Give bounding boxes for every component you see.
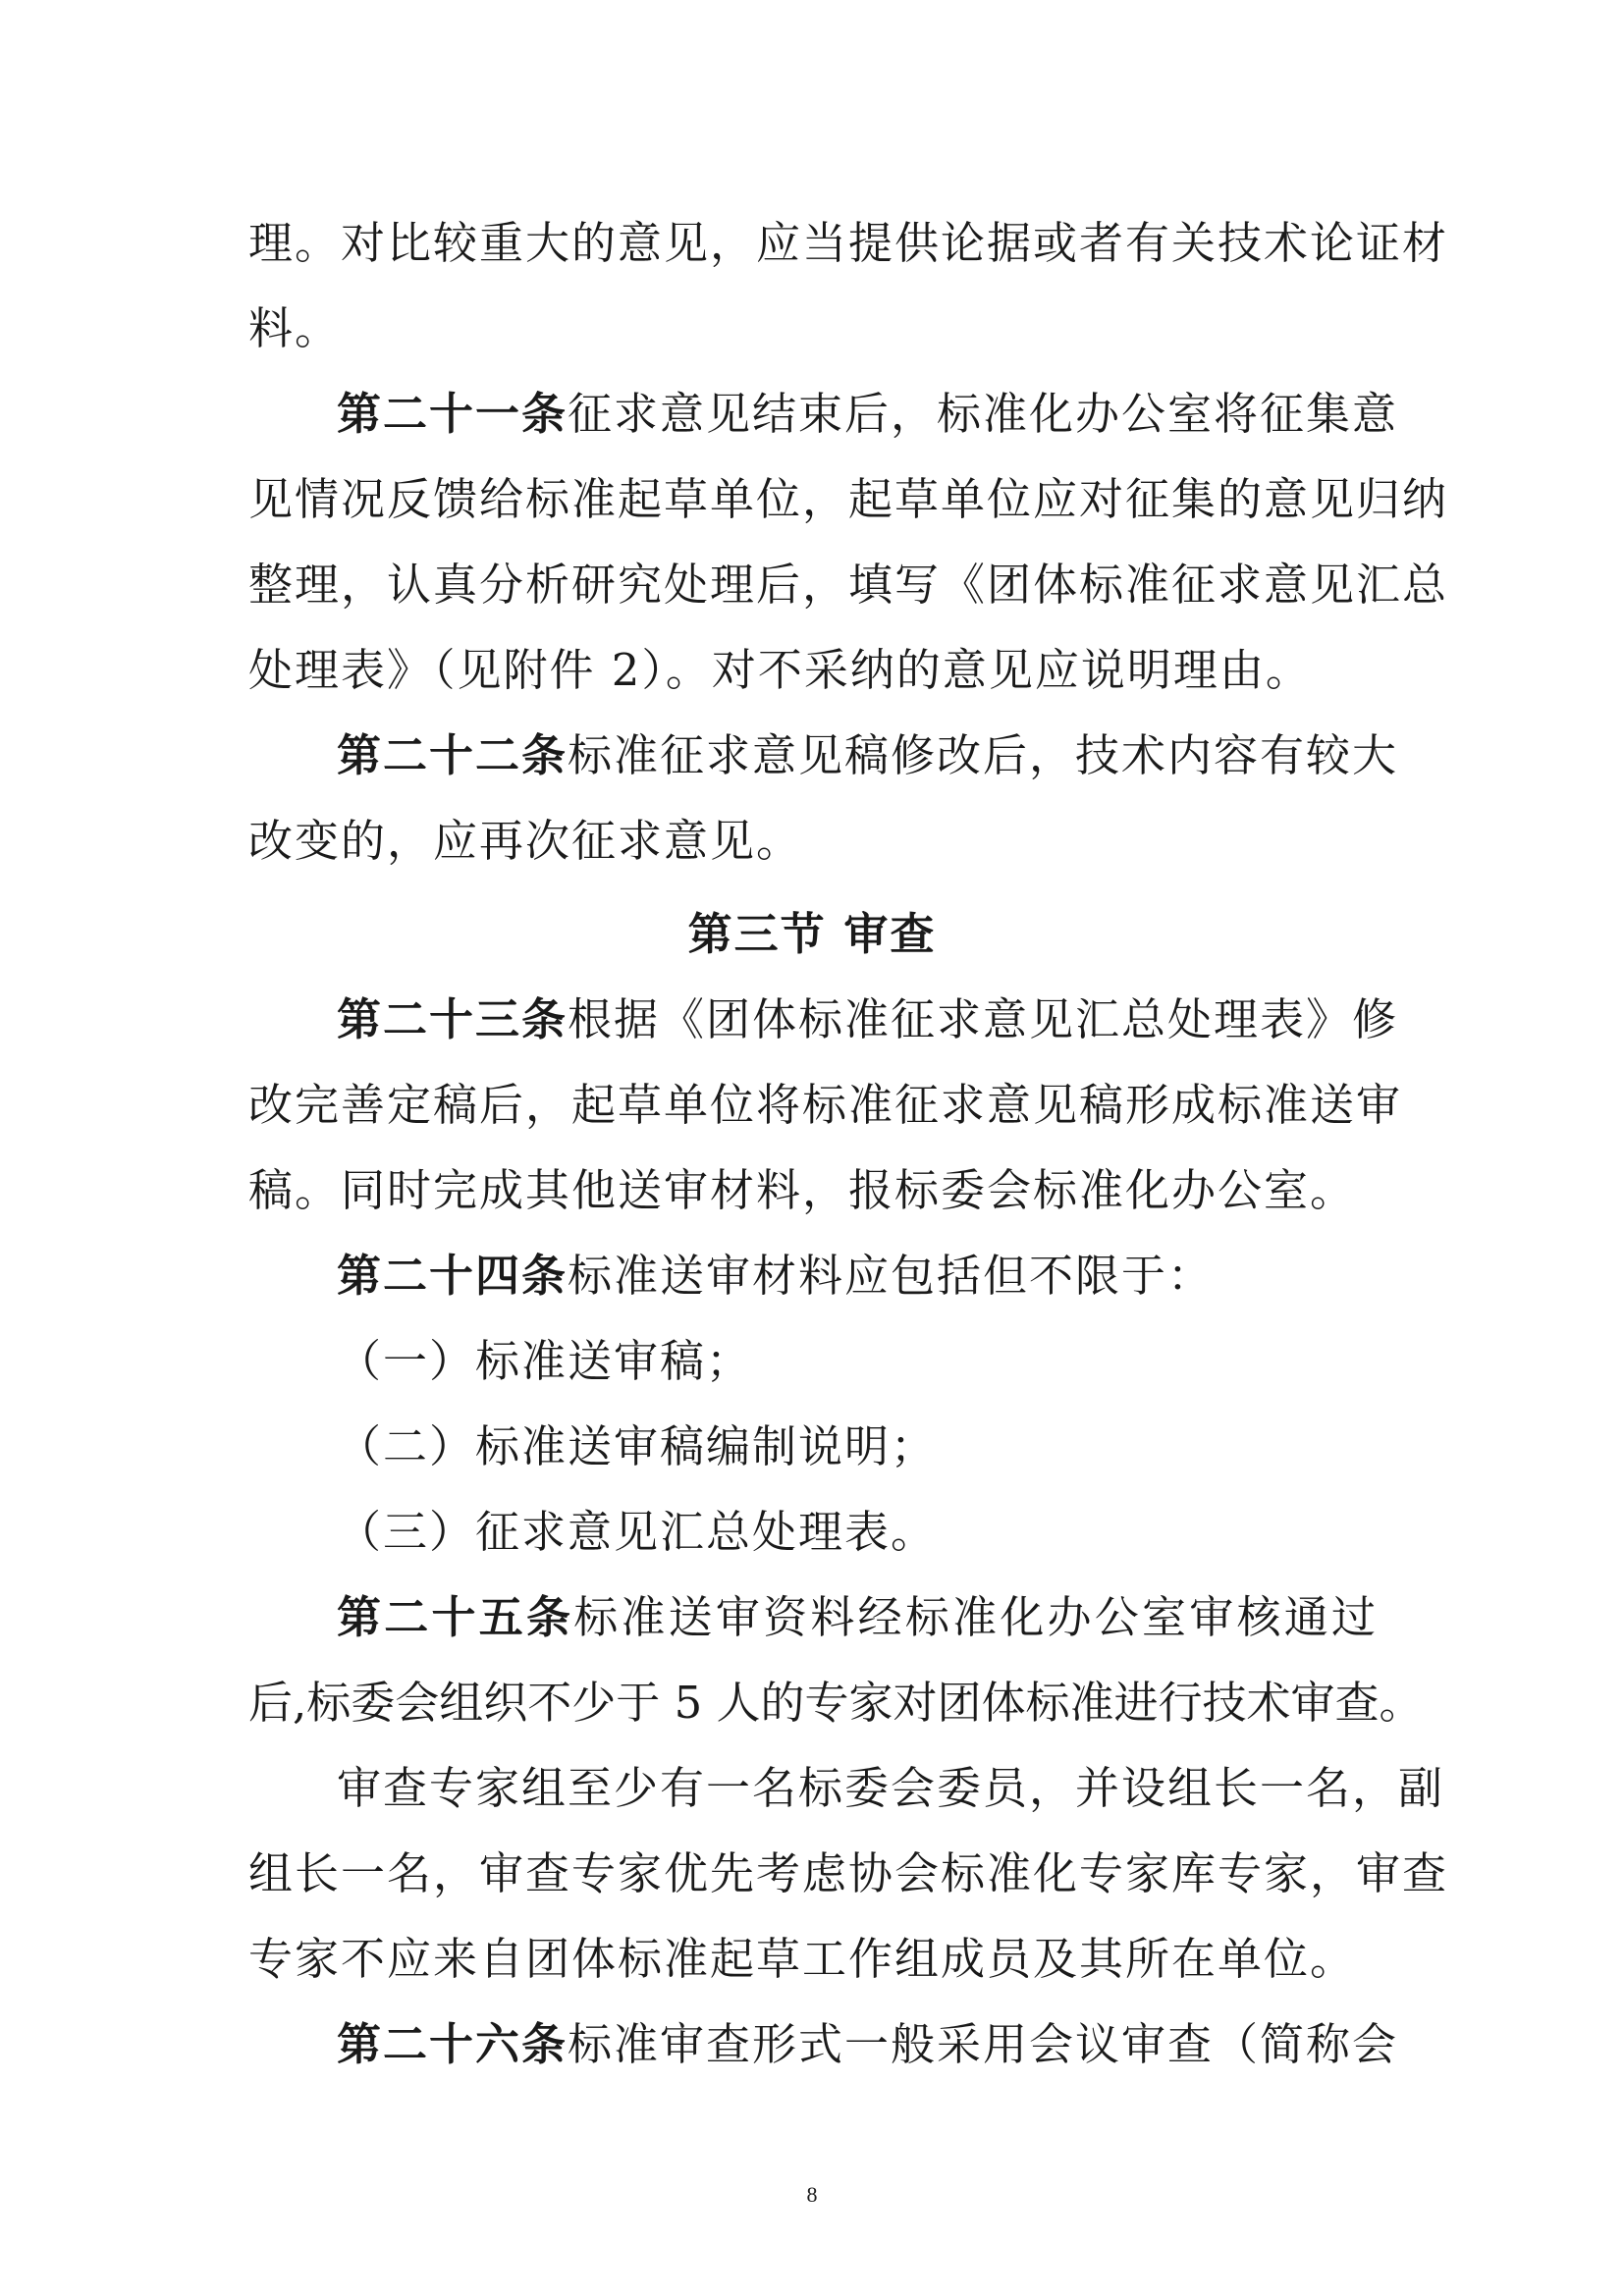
article-23-line-1	[337, 990, 1399, 1049]
article-25-para2-line-1: 审查专家组至少有一名标委会委员，并设组长一名，副	[337, 1762, 1445, 1814]
article-22-line-1	[337, 726, 1399, 785]
article-21-text: 征求意见结束后，标准化办公室将征集意	[568, 388, 1399, 440]
article-21-line-1	[337, 385, 1399, 444]
article-20-line-1: 理。对比较重大的意见，应当提供论据或者有关技术论证材	[248, 217, 1449, 269]
article-25-para2-line-3: 专家不应来自团体标准起草工作组成员及其所在单位。	[248, 1933, 1357, 1985]
article-23-label: 第二十三条	[337, 993, 568, 1045]
page-number: 8	[806, 2182, 818, 2207]
article-21-label: 第二十一条	[337, 388, 568, 440]
article-22-text: 标准征求意见稿修改后，技术内容有较大	[568, 729, 1399, 781]
list-item: （三）征求意见汇总处理表。	[337, 1506, 938, 1558]
article-22-label: 第二十二条	[337, 729, 568, 781]
article-24-label: 第二十四条	[337, 1250, 568, 1302]
article-21-line-2: 见情况反馈给标准起草单位，起草单位应对征集的意见归纳	[248, 473, 1449, 525]
article-25-line-1	[337, 1588, 1378, 1647]
article-20-line-2: 料。	[248, 302, 342, 354]
article-24-text: 标准送审材料应包括但不限于：	[568, 1250, 1215, 1302]
article-26-text: 标准审查形式一般采用会议审查（简称会	[568, 2018, 1399, 2070]
article-23-line-2: 改完善定稿后，起草单位将标准征求意见稿形成标准送审	[248, 1079, 1403, 1131]
list-item: （二）标准送审稿编制说明；	[337, 1420, 938, 1472]
article-24-line-1	[337, 1247, 1378, 1306]
article-23-line-3: 稿。同时完成其他送审材料，报标委会标准化办公室。	[248, 1164, 1357, 1216]
article-25-text: 标准送审资料经标准化办公室审核通过	[573, 1591, 1378, 1643]
list-item: （一）标准送审稿；	[337, 1335, 753, 1387]
section-title: 第三节 审查	[687, 908, 937, 960]
article-25-para2-line-2: 组长一名，审查专家优先考虑协会标准化专家库专家，审查	[248, 1847, 1449, 1899]
article-25-label: 第二十五条	[337, 1591, 574, 1643]
article-25-line-2: 后,标委会组织不少于 5 人的专家对团体标准进行技术审查。	[248, 1677, 1424, 1729]
article-21-line-3: 整理，认真分析研究处理后，填写《团体标准征求意见汇总	[248, 559, 1449, 611]
article-21-line-4: 处理表》（见附件 2）。对不采纳的意见应说明理由。	[248, 644, 1312, 696]
article-22-line-2: 改变的，应再次征求意见。	[248, 815, 803, 867]
article-26-label: 第二十六条	[337, 2018, 568, 2070]
article-26-line-1	[337, 2015, 1399, 2074]
article-23-text: 根据《团体标准征求意见汇总处理表》修	[568, 993, 1399, 1045]
